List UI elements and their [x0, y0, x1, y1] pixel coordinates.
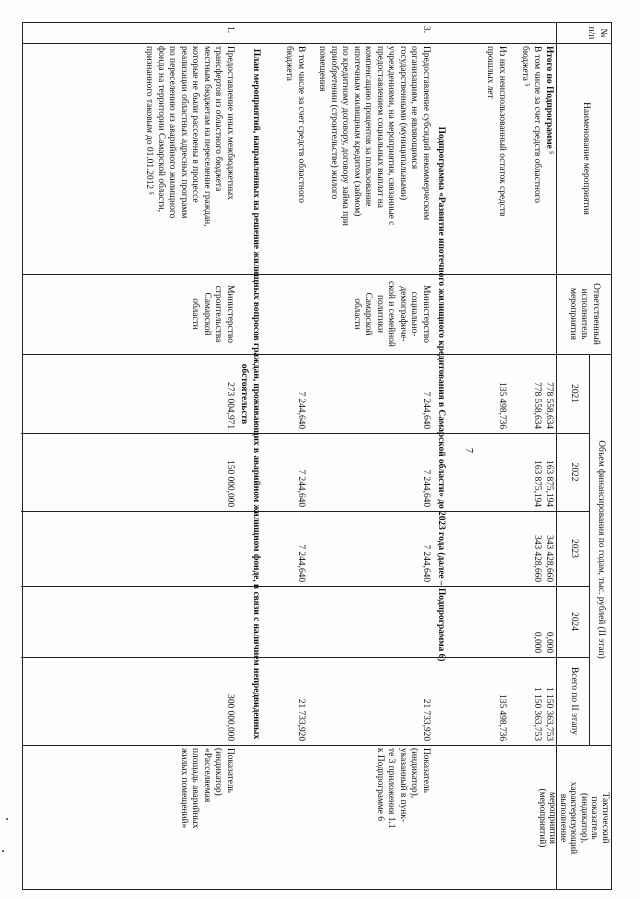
col-rule: [23, 43, 611, 44]
row-regional-name: В том числе за счет средств областного бюджета ⁵: [520, 46, 542, 203]
col-rule: [23, 354, 611, 355]
row-total-2022: 163 875,194: [544, 460, 554, 507]
row-regional-2023: 343 428,660: [532, 535, 542, 582]
row-item1-2022: 150 000,000: [225, 460, 235, 507]
row-total-2021: 778 558,634: [544, 382, 554, 429]
col-rule: [21, 586, 590, 587]
row-item3-2021: 7 244,640: [421, 391, 431, 429]
section-subprogram-6: Подпрограмма «Развитие ипотечного жилищного кредитования в Самарской области» до 2023 года (далее – Подпрограмма 6): [436, 126, 446, 662]
header-rule: [589, 354, 590, 745]
row-item3-name: Предоставление субсидий некоммерческим организациям, не являющимся государственными (муниципальными) учреждениями, на мероприятия, связанные с предоставлением социальных выплат на компенсацию процентов за пользование ипотечным жилищным кредитом (займом) по кредитному договору, договору займа при приобретении (строительстве) жилого помещения: [317, 46, 431, 226]
row-item3-executor: Министерство социально- демографиче- ской и семейной политики Самарской области: [352, 281, 431, 347]
row-item1-sum: 300 000,000: [225, 694, 235, 741]
row-item3-number: 3.: [421, 26, 431, 34]
header-2022: 2022: [569, 462, 579, 482]
header-2021: 2021: [569, 384, 579, 403]
section-plan: План мероприятий, направленных на решение жилищных вопросов граждан, проживающих в аварийном жилищном фонде, в связи с наличием непредвиденных обстоятельств: [239, 48, 261, 740]
header-2024: 2024: [569, 612, 579, 631]
row-remainder-sum: 135 498,736: [497, 694, 507, 741]
row-item3-sum: 21 733,920: [421, 698, 431, 741]
row-remainder-name: Из них неиспользованный остаток средств прошлых лет: [485, 46, 507, 217]
header-number: № п/п: [586, 26, 608, 40]
row-remainder-2021: 135 498,736: [497, 382, 507, 429]
row-item3-2022: 7 244,640: [421, 469, 431, 507]
scan-speck: [2, 850, 4, 852]
row-item3-2023: 7 244,640: [421, 544, 431, 582]
header-total: Всего по II этапу: [569, 667, 579, 735]
row-item1-number: 1.: [225, 26, 235, 34]
row-item3-regional-2023: 7 244,640: [296, 544, 306, 582]
header-2023: 2023: [569, 539, 579, 558]
row-item3-regional-2022: 7 244,640: [296, 469, 306, 507]
row-item1-name: Предоставление иных межбюджетных трансфертов из областного бюджета местным бюджетам на переселение граждан, которые не были расселены в процессе реализации областных адресных программ по переселению из аварийного жилищного фонда на территории Самарской области, признанного таковым до 01.01.2012 ⁵: [144, 46, 235, 227]
row-item3-regional-sum: 21 733,920: [296, 698, 306, 741]
col-rule: [23, 274, 611, 275]
row-item3-regional-name: В том числе за счет средств областного бюджета: [284, 46, 306, 203]
funding-table: [22, 22, 612, 890]
row-item1-2021: 273 004,971: [225, 382, 235, 429]
scan-speck: [6, 818, 8, 820]
row-total-name: Итого по Подпрограмме ⁵: [544, 46, 554, 154]
row-total-2023: 343 428,660: [544, 535, 554, 582]
row-regional-2022: 163 875,194: [532, 460, 542, 507]
row-item1-executor: Министерство строительства Самарской области: [190, 285, 235, 343]
row-regional-2024: 0,000: [532, 631, 542, 653]
row-total-2024: 0,000: [544, 631, 554, 653]
page-number: 7: [463, 448, 474, 453]
row-item3-regional-2021: 7 244,640: [296, 391, 306, 429]
col-rule: [23, 745, 611, 746]
header-executor: Ответственный исполнитель мероприятия: [568, 283, 601, 345]
header-indicator: Тактический показатель (индикатор), характеризующий выполнение мероприятия (мероприятий): [537, 781, 610, 855]
row-regional-sum: 1 150 363,753: [532, 687, 542, 741]
header-name: Наименование мероприятия: [581, 102, 591, 215]
row-item3-indicator: Показатель (индикатор), указанный в пунк- те 3 приложения 1.1 к Подпрограмме 6: [375, 748, 431, 829]
row-total-sum: 1 150 363,753: [544, 687, 554, 741]
row-item1-indicator: Показатель (индикатор) «Расселяемая площадь аварийных жилых помещений»: [179, 748, 235, 829]
row-regional-2021: 778 558,634: [532, 382, 542, 429]
header-funding: Объем финансирования по годам, тыс. рублей (II этап): [596, 440, 606, 659]
